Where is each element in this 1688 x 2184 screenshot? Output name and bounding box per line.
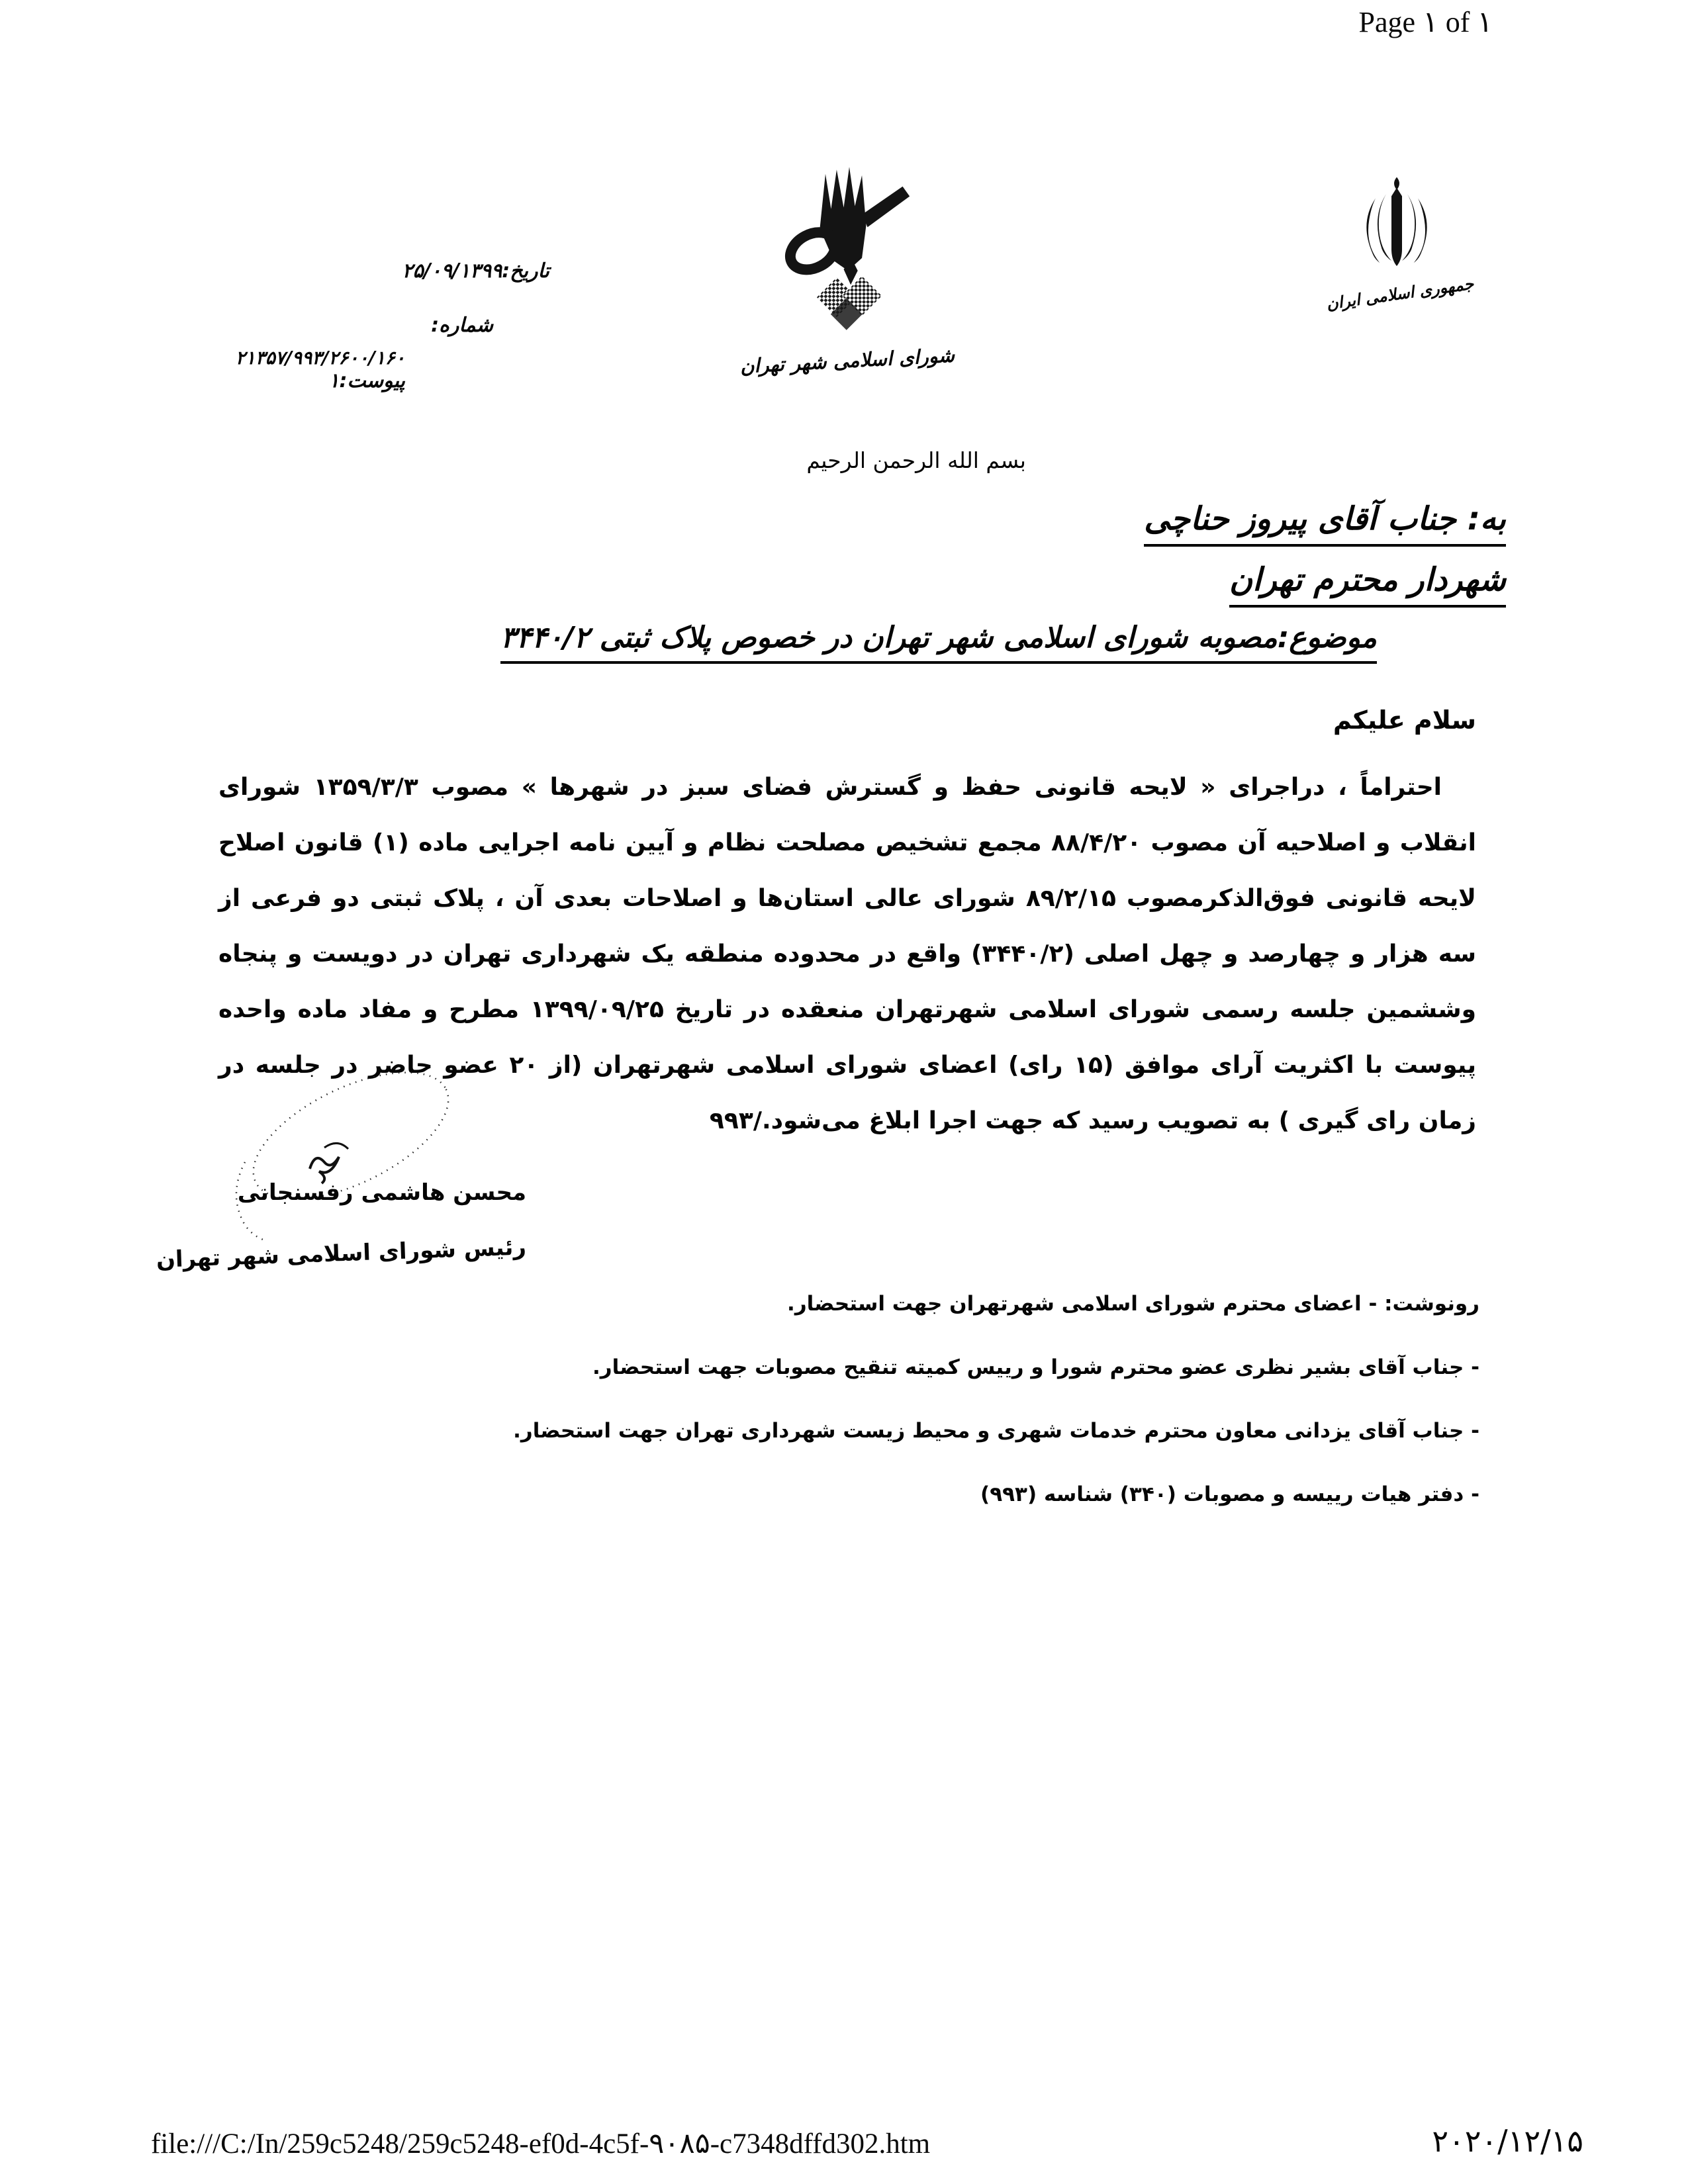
iran-emblem-icon: [1344, 171, 1450, 277]
addressee-title: شهردار محترم تهران: [1229, 561, 1506, 608]
letter-date: تاریخ:۲۵/۰۹/۱۳۹۹: [402, 259, 549, 283]
subject-line: [500, 621, 1377, 664]
letter-attachment: پیوست:۱: [328, 369, 405, 392]
addressee-line-2: [1229, 561, 1506, 608]
signature-scribble-icon: [225, 1069, 470, 1255]
addressee-line-1: [1144, 500, 1506, 547]
cc-label: رونوشت:: [1384, 1292, 1479, 1316]
cc-item: - دفتر هیات رییسه و مصوبات (۳۴۰) شناسه (۹۹۳): [980, 1482, 1479, 1506]
bismillah: بسم الله الرحمن الرحیم: [806, 447, 1026, 473]
print-footer-file-url: file:///C:/In/259c5248/259c5248-ef0d-4c5f-۹۰۸۵-c7348dffd302.htm: [151, 2128, 931, 2160]
print-page-number: Page ۱ of ۱: [1358, 6, 1493, 38]
subject-text: موضوع:مصوبه شورای اسلامی شهر تهران در خصوص پلاک ثبتی ۳۴۴۰/۲: [500, 621, 1377, 664]
salutation: سلام علیکم: [1333, 705, 1476, 735]
cc-list: [513, 1292, 1479, 1546]
letter-number-value: ۲۱۳۵۷/۹۹۳/۲۶۰۰/۱۶۰: [235, 347, 405, 369]
body-paragraph: احتراماً ، دراجرای « لایحه قانونی حفظ و گسترش فضای سبز در شهرها » مصوب ۱۳۵۹/۳/۳ شورای انقلاب و اصلاحیه آن مصوب ۸۸/۴/۲۰ مجمع تشخیص مصلحت نظام و آیین نامه اجرایی ماده (۱) قانون اصلاح لایحه قانونی فوق‌الذکرمصوب ۸۹/۲/۱۵ شورای عالی استان‌ها و اصلاحات بعدی آن ، پلاک ثبتی دو فرعی از سه هزار و چهارصد و چهل اصلی (۳۴۴۰/۲) واقع در محدوده منطقه یک شهرداری تهران در دویست و پنجاه وششمین جلسه رسمی شورای اسلامی شهرتهران منعقده در تاریخ ۱۳۹۹/۰۹/۲۵ مطرح و مفاد ماده واحده پیوست با اکثریت آرای موافق (۱۵ رای) اعضای شورای اسلامی شهرتهران (از ۲۰ عضو حاضر در جلسه در زمان رای گیری ) به تصویب رسید که جهت اجرا ابلاغ می‌شود./۹۹۳: [218, 774, 1477, 1134]
letter-number-label: شماره:: [431, 314, 493, 337]
cc-item: [751, 1292, 1479, 1316]
iran-emblem-caption: جمهوری اسلامی ایران: [1325, 274, 1475, 314]
addressee-name: به: جناب آقای پیروز حناچی: [1144, 500, 1506, 547]
council-logo-icon: [773, 165, 925, 341]
signer-title: رئیس شورای اسلامی شهر تهران: [156, 1234, 527, 1273]
signer-name: محسن هاشمی رفسنجانی: [237, 1179, 526, 1206]
cc-item-text: - اعضای محترم شورای اسلامی شهرتهران جهت استحضار.: [787, 1292, 1378, 1316]
cc-item: - جناب آقای بشیر نظری عضو محترم شورا و رییس کمیته تنقیح مصوبات جهت استحضار.: [592, 1355, 1479, 1379]
council-logo-caption: شورای اسلامی شهر تهران: [739, 343, 955, 378]
cc-item: - جناب آقای یزدانی معاون محترم خدمات شهری و محیط زیست شهرداری تهران جهت استحضار.: [513, 1419, 1479, 1443]
print-footer-date: ۲۰۲۰/۱۲/۱۵: [1432, 2123, 1583, 2159]
